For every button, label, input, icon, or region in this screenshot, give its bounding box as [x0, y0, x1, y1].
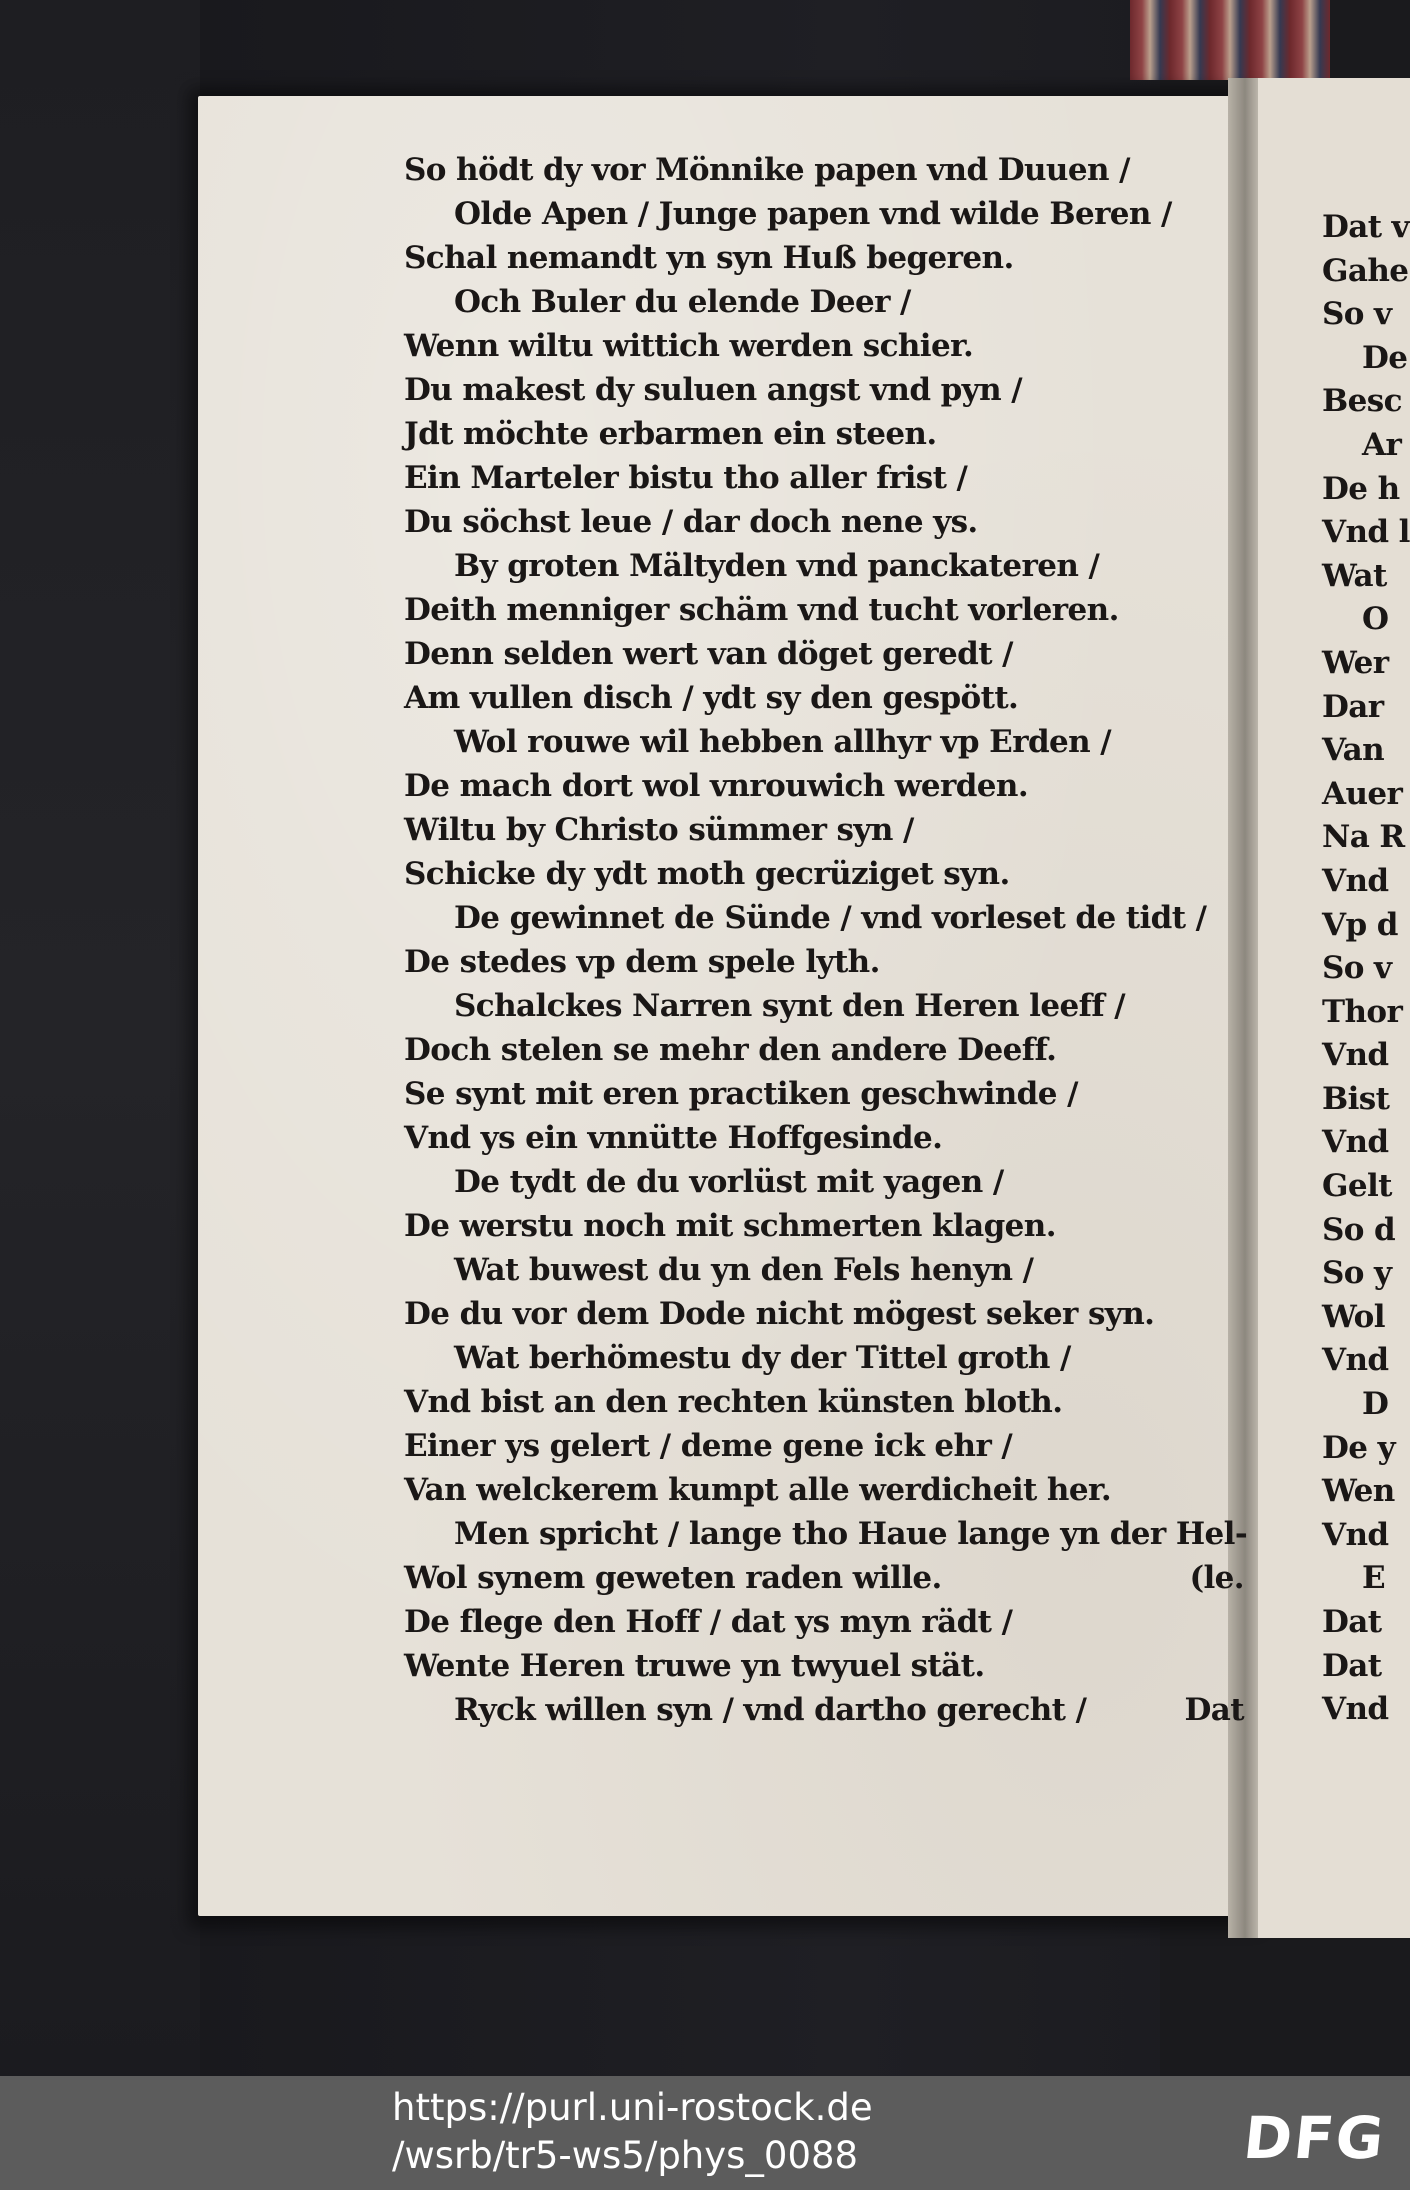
text-line-fragment: Wen: [1322, 1473, 1395, 1510]
text-line-fragment: So d: [1322, 1211, 1396, 1248]
text-line: [404, 1248, 1244, 1292]
text-line-fragment: Vnd: [1322, 1691, 1389, 1728]
text-line: [404, 544, 1244, 588]
text-line-content: Wat berhömestu dy der Tittel groth /: [454, 1340, 1071, 1376]
text-line-content: Se synt mit eren practiken geschwinde /: [404, 1076, 1078, 1112]
text-line-fragment: Thor: [1322, 993, 1403, 1030]
text-line-fragment: De: [1362, 339, 1408, 376]
right-page-text: [1322, 206, 1410, 1732]
text-line-fragment: De y: [1322, 1429, 1396, 1466]
text-line-content: By groten Mältyden vnd panckateren /: [454, 548, 1100, 584]
text-line: [404, 368, 1244, 412]
text-line: [404, 1600, 1244, 1644]
text-line: [404, 1512, 1248, 1556]
text-line: [404, 1688, 1244, 1732]
text-line-content: Ryck willen syn / vnd dartho gerecht /: [454, 1692, 1087, 1728]
text-line-content: Wol rouwe wil hebben allhyr vp Erden /: [454, 724, 1111, 760]
text-line: [404, 412, 1244, 456]
text-line-content: De gewinnet de Sünde / vnd vorleset de tidt /: [454, 900, 1207, 936]
text-line-fragment: Wol: [1322, 1298, 1385, 1335]
text-line: [404, 1380, 1244, 1424]
text-line-fragment: Ar: [1362, 426, 1402, 463]
text-line-content: De mach dort wol vnrouwich werden.: [404, 768, 1029, 804]
margin-note: Dat: [1184, 1692, 1244, 1728]
text-line-fragment: Vnd: [1322, 1516, 1389, 1553]
text-line-fragment: So v: [1322, 296, 1392, 333]
text-line-fragment: Vnd: [1322, 862, 1389, 899]
text-line-content: Denn selden wert van döget geredt /: [404, 636, 1013, 672]
dfg-logo: DFG: [1240, 2104, 1389, 2172]
text-line-fragment: D: [1362, 1386, 1389, 1423]
text-line-fragment: E: [1362, 1560, 1386, 1597]
text-line-fragment: Dat: [1322, 1647, 1382, 1684]
text-line: [404, 236, 1244, 280]
text-line-fragment: O: [1362, 601, 1389, 638]
text-line-content: Schal nemandt yn syn Huß begeren.: [404, 240, 1014, 276]
text-line: [404, 984, 1244, 1028]
text-line-content: Wol synem geweten raden wille.: [404, 1560, 942, 1596]
text-line-fragment: Wat: [1322, 557, 1387, 594]
text-line-content: De tydt de du vorlüst mit yagen /: [454, 1164, 1004, 1200]
dark-background: [0, 0, 200, 2076]
permalink[interactable]: [392, 2084, 873, 2180]
text-line-content: Olde Apen / Junge papen vnd wilde Beren /: [454, 196, 1172, 232]
text-line-fragment: Gelt: [1322, 1168, 1392, 1205]
text-line: [404, 1644, 1244, 1688]
text-line-content: Jdt möchte erbarmen ein steen.: [404, 416, 937, 452]
text-line-content: Am vullen disch / ydt sy den gespött.: [404, 680, 1019, 716]
text-line-fragment: Vp d: [1322, 906, 1398, 943]
text-line-content: Vnd ys ein vnnütte Hoffgesinde.: [404, 1120, 943, 1156]
text-line: [404, 676, 1244, 720]
text-line-content: Einer ys gelert / deme gene ick ehr /: [404, 1428, 1013, 1464]
permalink-line-1[interactable]: https://purl.uni-rostock.de: [392, 2086, 873, 2129]
text-line: [404, 148, 1244, 192]
text-line-fragment: Vnd l: [1322, 514, 1410, 551]
text-line-fragment: Na R: [1322, 819, 1405, 856]
text-line-content: Deith menniger schäm vnd tucht vorleren.: [404, 592, 1119, 628]
text-line-fragment: De h: [1322, 470, 1400, 507]
text-line: [404, 940, 1244, 984]
text-line-content: Wente Heren truwe yn twyuel stät.: [404, 1648, 985, 1684]
text-line-fragment: Van: [1322, 732, 1385, 769]
text-line: [404, 1556, 1244, 1600]
text-line: [404, 324, 1244, 368]
text-line: [404, 1204, 1244, 1248]
text-line: [404, 192, 1244, 236]
text-line-fragment: So y: [1322, 1255, 1392, 1292]
text-line: [404, 632, 1244, 676]
text-line-content: Du makest dy suluen angst vnd pyn /: [404, 372, 1022, 408]
text-line-fragment: Gahe: [1322, 252, 1409, 289]
text-line-fragment: Dat v: [1322, 209, 1410, 245]
text-line: [404, 456, 1244, 500]
text-line: [404, 1160, 1244, 1204]
footer-bar: [0, 2076, 1410, 2190]
text-line-content: Doch stelen se mehr den andere Deeff.: [404, 1032, 1057, 1068]
text-line: [404, 896, 1244, 940]
text-line: [404, 764, 1244, 808]
left-page-text: [404, 148, 1248, 1732]
text-line-content: Wenn wiltu wittich werden schier.: [404, 328, 974, 364]
text-line-content: Van welckerem kumpt alle werdicheit her.: [404, 1472, 1112, 1508]
text-line: [404, 852, 1244, 896]
binding-ornament: [1130, 0, 1330, 80]
text-line-content: Wat buwest du yn den Fels henyn /: [454, 1252, 1034, 1288]
text-line: [404, 720, 1244, 764]
text-line: [404, 1336, 1244, 1380]
text-line-content: Wiltu by Christo sümmer syn /: [404, 812, 914, 848]
text-line: [404, 808, 1244, 852]
text-line: [404, 1072, 1244, 1116]
text-line-content: Men spricht / lange tho Haue lange yn der Hel-: [454, 1516, 1248, 1552]
text-line-fragment: Auer: [1322, 775, 1403, 812]
text-line-content: Vnd bist an den rechten künsten bloth.: [404, 1384, 1063, 1420]
text-line-content: De stedes vp dem spele lyth.: [404, 944, 880, 980]
text-line: [404, 500, 1244, 544]
text-line-fragment: So v: [1322, 950, 1392, 987]
text-line-content: Schicke dy ydt moth gecrüziget syn.: [404, 856, 1010, 892]
text-line-fragment: Vnd: [1322, 1124, 1389, 1161]
text-line-fragment: Wer: [1322, 644, 1389, 681]
text-line: [404, 1116, 1244, 1160]
text-line-content: De du vor dem Dode nicht mögest seker syn.: [404, 1296, 1155, 1332]
text-line-fragment: Bist: [1322, 1080, 1390, 1117]
text-line-content: Schalckes Narren synt den Heren leeff /: [454, 988, 1125, 1024]
text-line: [404, 1028, 1244, 1072]
text-line-fragment: Besc: [1322, 383, 1402, 420]
text-line: [404, 1292, 1244, 1336]
text-line-fragment: Vnd: [1322, 1342, 1389, 1379]
text-line-fragment: Dar: [1322, 688, 1384, 725]
text-line: [404, 1468, 1244, 1512]
permalink-line-2[interactable]: /wsrb/tr5-ws5/phys_0088: [392, 2134, 859, 2177]
text-line-content: De werstu noch mit schmerten klagen.: [404, 1208, 1056, 1244]
text-line-content: So hödt dy vor Mönnike papen vnd Duuen /: [404, 152, 1130, 188]
text-line-content: Du söchst leue / dar doch nene ys.: [404, 504, 978, 540]
text-line: [404, 1424, 1244, 1468]
text-line-fragment: Vnd: [1322, 1037, 1389, 1074]
margin-note: (le.: [1189, 1560, 1244, 1596]
text-line-content: De flege den Hoff / dat ys myn rädt /: [404, 1604, 1013, 1640]
text-line: [404, 280, 1244, 324]
text-line-content: Ein Marteler bistu tho aller frist /: [404, 460, 968, 496]
text-line-fragment: Dat: [1322, 1604, 1382, 1640]
text-line: [404, 588, 1244, 632]
text-line-content: Och Buler du elende Deer /: [454, 284, 911, 320]
